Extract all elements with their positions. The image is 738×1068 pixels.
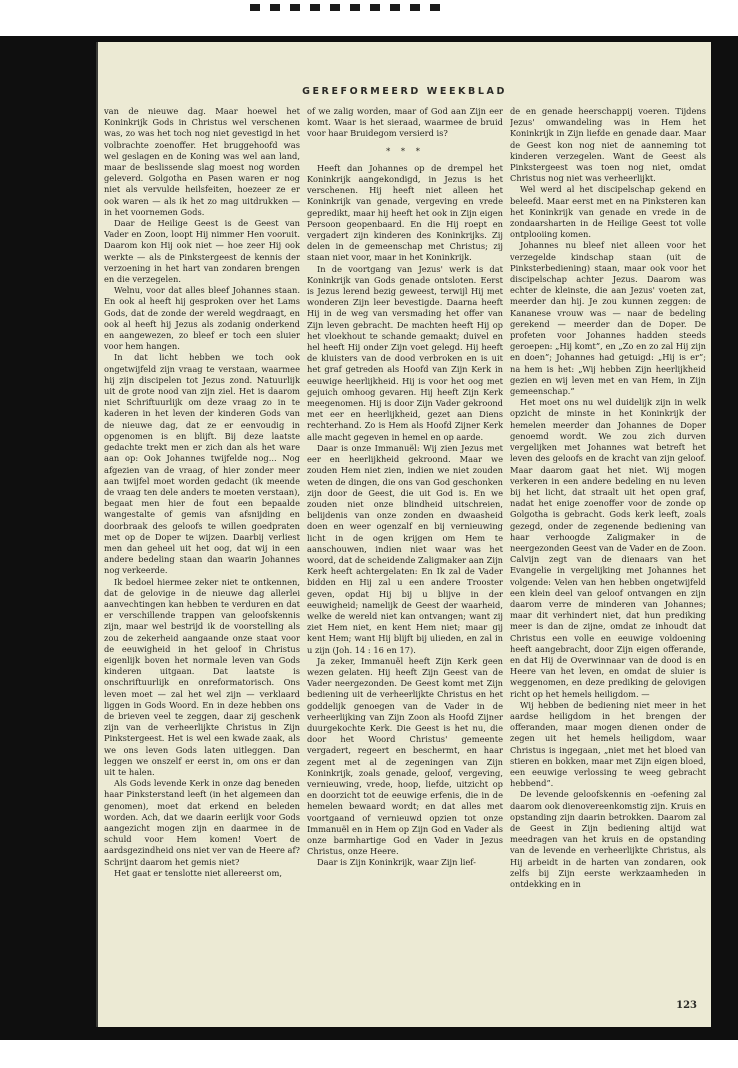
paragraph: * * *: [386, 145, 424, 156]
text-column-middle: [307, 106, 503, 1006]
paragraph: Welnu, voor dat alles bleef Johannes staan. En ook al heeft hij gesproken over het Lams Gods, dat de zonde der wereld wegdraagt, en ook al heeft hij Jezus als zodanig onderkend en aangewezen, zo bleef er toch een sluier voor hem hangen.: [104, 285, 300, 352]
paragraph: Het gaat er tenslotte niet allereerst om,: [114, 867, 283, 878]
page-number: 123: [676, 1000, 697, 1011]
paragraph: De levende geloofskennis en -oefening zal daarom ook dienovereenkomstig zijn. Kruis en opstanding zijn daarin betrokken. Daarom zal de Geest in Zijn bediening altijd wat meedragen van het kruis en de opstanding van de levende en verheerlijkte Christus, als Hij arbeidt in de harten van zondaren, ook zelfs bij Zijn eerste werkzaamheden in ontdekking en in: [510, 789, 706, 890]
text-column-left: [104, 106, 300, 1006]
paragraph: In dat licht hebben we toch ook ongetwijfeld zijn vraag te verstaan, waarmee hij zijn discipelen tot Jezus zond. Natuurlijk uit de grote nood van zijn ziel. Het is daarom niet Schriftuurlijk om deze vraag zo in te kaderen in het leven der kinderen Gods van de nieuwe dag, dat ze er eenvoudig in opgenomen is en blijft. Bij deze laatste gedachte trekt men er zich dan als het ware aan op: Ook Johannes twijfelde nog... Nog afgezien van de vraag, of hier zonder meer aan twijfel moet worden gedacht (ik meende de vraag ten dele anders te moeten verstaan), begaat men hier de fout een bepaalde wangestalte of gemis van afsnijding en doorbraak des geloofs te willen goedpraten met op de Doper te wijzen. Daarbij verliest men dan geheel uit het oog, dat wij in een andere bedeling staan dan waarin Johannes nog verkeerde.: [104, 352, 300, 576]
paragraph: Johannes nu bleef niet alleen voor het verzegelde kindschap staan (uit de Pinksterbediening) staan, maar ook voor het discipelschap achter Jezus. Daarom was echter de kleinste, die aan Jezus' voeten zat, meerder dan hij. Je zou kunnen zeggen: de Kananese vrouw was — naar de bedeling gerekend — meerder dan de Doper. De profeten voor Johannes hadden steeds geroepen: „Hij komt”, en „Zo en zo zal Hij zijn en doen”; Johannes had getuigd: „Hij is er”; na hem is het: „Wij hebben Zijn heerlijkheid gezien en wij leven met en van Hem, in Zijn gemeenschap.”: [510, 240, 706, 397]
text-column-right: [510, 106, 706, 1006]
paragraph: Ja zeker, Immanuël heeft Zijn Kerk geen wezen gelaten. Hij heeft Zijn Geest van de Vader neergezonden. De Geest komt met Zijn bediening uit de verheerlijkte Christus en het goddelijk genoegen van de Vader in de verheerlijking van Zijn Zoon als Hoofd Zijner duurgekochte Kerk. Die Geest is het nu, die door het Woord Christus' gemeente vergadert, regeert en beschermt, en haar zegent met al de zegeningen van Zijn Koninkrijk, zoals genade, geloof, vergeving, vernieuwing, vrede, hoop, liefde, uitzicht op en doorzicht tot de eeuwige erfenis, die in de hemelen bewaard wordt; en dat alles met voortgaand of vernieuwd opzien tot onze Immanuël en in Hem op Zijn God en Vader als onze barmhartige God en Vader in Jezus Christus, onze Heere.: [307, 655, 503, 857]
paragraph: Het moet ons nu wel duidelijk zijn in welk opzicht de minste in het Koninkrijk der hemelen meerder dan Johannes de Doper genoemd wordt. We zou zich durven vergelijken met Johannes wat betreft het leven des geloofs en de kracht van zijn geloof. Maar daarom gaat het niet. Wij mogen verkeren in een andere bedeling en nu leven bij het licht, dat straalt uit het open graf, nadat het enige zoenoffer voor de zonde op Golgotha is gebracht. Gods kerk leeft, zoals gezegd, onder de zegenende bediening van haar verhoogde Zaligmaker in de neergezonden Geest van de Vader en de Zoon. Calvijn zegt van de dienaars van het Evangelie in vergelijking met Johannes het volgende: Velen van hen hebben ongetwijfeld een klein deel van geloof ontvangen en zijn daarom verre de minderen van Johannes; maar dit verhindert niet, dat hun prediking meer is dan de zijne, omdat ze inhoudt dat Christus een volle en eeuwige voldoening heeft aangebracht, door Zijn eigen offerande, en dat Hij de Overwinnaar van de dood is en Heere van het leven, en omdat de sluier is weggenomen, en deze prediking de gelovigen richt op het hemels heiligdom. —: [510, 397, 706, 699]
paragraph: of we zalig worden, maar of God aan Zijn eer komt. Waar is het sieraad, waarmee de bruid voor haar Bruidegom versierd is?: [307, 106, 503, 139]
top-margin: [0, 0, 738, 36]
paragraph: Daar is onze Immanuël: Wij zien Jezus met eer en heerlijkheid gekroond. Maar we zouden Hem niet zien, indien we niet zouden weten de dingen, die ons van God geschonken zijn door de Geest, die uit God is. En we zouden niet onze blindheid uitschreien, belijdenis van onze zonden en dwaasheid doen en weer ogenzalf en bij vernieuwing licht in de ogen krijgen om Hem te aanschouwen, indien niet waar was het woord, dat de scheidende Zaligmaker aan Zijn Kerk heeft achtergelaten: En Ik zal de Vader bidden en Hij zal u een andere Trooster geven, opdat Hij bij u blijve in der eeuwigheid; namelijk de Geest der waarheid, welke de wereld niet kan ontvangen; want zij ziet Hem niet, en kent Hem niet; maar gij kent Hem; want Hij blijft bij ulieden, en zal in u zijn (Joh. 14 : 16 en 17).: [307, 442, 503, 655]
paragraph: van de nieuwe dag. Maar hoewel het Koninkrijk Gods in Christus wel verschenen was, zo was het toch nog niet gevestigd in het volbrachte zoenoffer. Het bruggehoofd was wel geslagen en de Koning was wel aan land, maar de beslissende slag moest nog worden geleverd. Golgotha en Pasen waren er nog niet als vervulde heilsfeiten, hoezeer ze er ook waren — als ik het zo mag uitdrukken — in het voornemen Gods.: [104, 106, 300, 217]
paragraph: Wij hebben de bediening niet meer in het aardse heiligdom in het brengen der offeranden, maar mogen dienen onder de zegen uit het hemels heiligdom, waar Christus is ingegaan, „niet met het bloed van stieren en bokken, maar met Zijn eigen bloed, een eeuwige verlossing te weeg gebracht hebbend”.: [510, 699, 706, 789]
paragraph: Daar is Zijn Koninkrijk, waar Zijn lief-: [317, 857, 476, 868]
paragraph: Daar de Heilige Geest is de Geest van Vader en Zoon, loopt Hij nimmer Hen vooruit. Daarom kon Hij ook niet — hoe zeer Hij ook werkte — als de Pinkstergeest de kennis der verzoening in het hart van zondaren brengen en die verzegelen.: [104, 218, 300, 285]
text-columns: [104, 106, 706, 1006]
paragraph: Ik bedoel hiermee zeker niet te ontkennen, dat de gelovige in de nieuwe dag allerlei aanvechtingen kan hebben te verduren en dat er verschillende trappen van geloofskennis zijn, maar wel bestrijd ik de voorstelling als zou de zekerheid aangaande onze staat voor de eeuwigheid in het geloof in Christus eigenlijk boven het normale leven van Gods kinderen uitgaan. Dat laatste is onschriftuurlijk en onreformatorisch. Ons leven moet — zal het wel zijn — verklaard liggen in Gods Woord. En in deze hebben ons de brieven veel te zeggen, daar zij geschenk zijn van de verheerlijkte Christus in Zijn Pinkstergeest. Het is wel een kwade zaak, als we ons leven Gods laten uitleggen. Dan leggen we onszelf er eerst in, om ons er dan uit te halen.: [104, 576, 300, 777]
paragraph: Als Gods levende Kerk in onze dag beneden haar Pinksterstand leeft (in het algemeen dan genomen), moet dat erkend en beleden worden. Ach, dat we daarin eerlijk voor Gods aangezicht mogen zijn en daarmee in de schuld voor Hem komen! Voert de aardsgezindheid ons niet ver van de Heere af? Schrijnt daarom het gemis niet?: [104, 778, 300, 867]
document-page: [98, 42, 711, 1027]
bottom-margin: [0, 1040, 738, 1068]
registration-marks: [250, 4, 490, 12]
paragraph: Wel werd al het discipelschap gekend en beleefd. Maar eerst met en na Pinksteren kan het Koninkrijk van genade en vrede in de zondaarsharten in de Heilige Geest tot volle ontplooiing komen.: [510, 184, 706, 240]
paragraph: In de voortgang van Jezus' werk is dat Koninkrijk van Gods genade ontsloten. Eerst is Jezus lerend bezig geweest, terwijl Hij met wonderen Zijn leer bevestigde. Daarna heeft Hij in de weg van versmading het offer van Zijn leven gebracht. De machten heeft Hij op het vloekhout te schande gemaakt; duivel en hel heeft Hij onder Zijn voet gelegd. Hij heeft de kluisters van de dood verbroken en is uit het graf getreden als Hoofd van Zijn Kerk in eeuwige heerlijkheid. Hij is voor het oog met gejuich omhoog gevaren. Hij heeft Zijn Kerk meegenomen. Hij is door Zijn Vader gekroond met eer en heerlijkheid, gezet aan Diens rechterhand. Zo is Hem als Hoofd Zijner Kerk alle macht gegeven in hemel en op aarde.: [307, 263, 503, 442]
paragraph: de en genade heerschappij voeren. Tijdens Jezus' omwandeling was in Hem het Koninkrijk in Zijn liefde en genade daar. Maar de Geest kon nog niet de aanneming tot kinderen verzegelen. Want de Geest als Pinkstergeest was toen nog niet, omdat Christus nog niet was verheerlijkt.: [510, 106, 706, 184]
running-title: GEREFORMEERD WEEKBLAD: [302, 86, 507, 97]
paragraph: Heeft dan Johannes op de drempel het Koninkrijk aangekondigd, in Jezus is het verschenen. Hij heeft niet alleen het Koninkrijk van genade, vergeving en vrede gepredikt, maar hij heeft het ook in Zijn eigen Persoon geopenbaard. En die Hij roept en vergadert zijn kinderen des Koninkrijks. Zij delen in de gemeenschap met Christus; zij staan niet voor, maar in het Koninkrijk.: [307, 162, 503, 263]
